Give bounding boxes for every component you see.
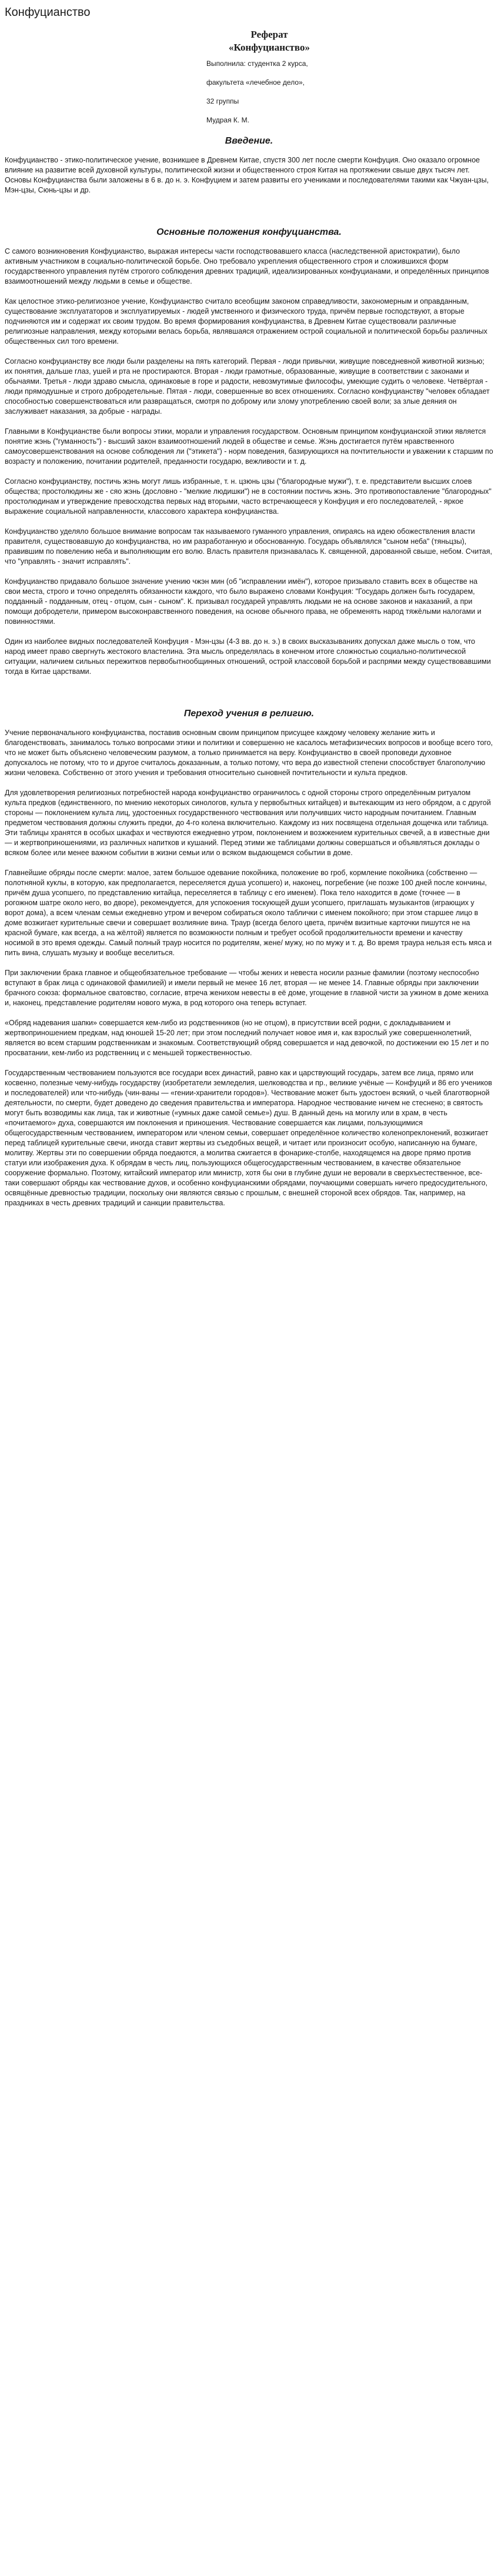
paragraph: Согласно конфуцианству все люди были разделены на пять категорий. Первая - люди привычки, живущие повседневной животной жизнью; их понятия, дальше глаз, ушей и рта не простираются. Вторая - люди грамотные, образованные, живущие в соответствии с законами и обычаями. Третья - люди здраво смысла, одинаковые в горе и радости, невозмутимые философы, умеющие судить о человеке. Четвёртая - люди прямодушные и строго добродетельные. Пятая - люди, совершенные во всех отношениях. Согласно конфуцианству "человек обладает способностью совершенствоваться или развращаться, смотря по доброму или злому употреблению своей воли; за злые деяния он заслуживает наказания, за добрые - награды. [5,357,490,416]
paragraph: Главнейшие обряды после смерти: малое, затем большое одевание покойника, положение во гроб, кормление покойника (собственно — полотняной куклы, в которую, как предполагается, переселяется душа усопшего) и, наконец, погребение (не позже 100 дней после кончины, причём душа усопшего, по представлению китайца, переселяется в таблицу с его именем). Пока тело находится в доме (точнее — в рогожном шатре около него, во дворе), рекомендуется, для успокоения тоскующей души усопшего, приглашать музыкантов (играющих у ворот дома), а всем членам семьи ежедневно утром и вечером собираться около таблички с именем покойного; при этом старшее лицо в доме возжигает курительные свечи и совершает возлияние вина. Траур (всегда белого цвета, причём визитные карточки пишутся не на красной бумаге, как всегда, а на жёлтой) является по возможности полным и требует особой продолжительности времени и качеству носимой в это время одежды. Самый полный траур носится по родителям, жене/ мужу, но по мужу и т. д. Во время траура нельзя есть мяса и пить вина, слушать музыку и вообще веселиться. [5,869,492,957]
paragraph: Конфуцианство - этико-политическое учение, возникшее в Древнем Китае, спустя 300 лет после смерти Конфуция. Оно оказало огромное влияние на развитие всей духовной культуры, политической жизни и общественного строя Китая на протяжении свыше двух тысяч лет. Основы Конфуцианства были заложены в 6 в. до н. э. Конфуцием и затем развиты его учениками и последователями такими как Чжуан-цзы, Мэн-цзы, Сюнь-цзы и др. [5,156,489,194]
report-topic: «Конфуцианство» [229,42,310,53]
paragraph: Главными в Конфуцианстве были вопросы этики, морали и управления государством. Основным принципом конфуцианской этики является понятие жэнь ("гуманность") - высший закон взаимоотношений людей в обществе и семье. Жэнь достигается путём нравственного самоусовершенствования на основе соблюдения ли ("этикета") - норм поведения, базирующихся на почтительности и уважении к старшим по возрасту и положению, почитании родителей, преданности государю, вежливости и т. д. [5,427,493,466]
author-line: Мудрая К. М. [206,116,249,124]
paragraph: Как целостное этико-религиозное учение, Конфуцианство считало всеобщим законом справедливости, закономерным и оправданным, существование эксплуататоров и эксплуатируемых - людей умственного и физического труда, причём первые господствуют, а вторые подчиняются им и содержат их своим трудом. Во время формирования конфуцианства, в Древнем Китае существовали различные религиозные направления, между которыми велась борьба, являвшаяся отражением острой социальной и политической борьбы различных общественных сил того времени. [5,297,487,345]
author-line: Выполнила: студентка 2 курса, [206,59,308,68]
paragraph: С самого возникновения Конфуцианство, выражая интересы части господствовавшего класса (наследственной аристократии), было активным участником в социально-политической борьбе. Оно требовало укрепления общественного строя и сложившихся форм государственного управления путём строгого соблюдения древних традиций, идеализированных конфуцианами, и определённых принципов взаимоотношений между людьми в семье и обществе. [5,247,489,285]
author-line: 32 группы [206,97,239,105]
section-heading-introduction: Введение. [225,136,273,146]
paragraph: Согласно конфуцианству, постичь жэнь могут лишь избранные, т. н. цзюнь цзы ("благородные мужи"), т. е. представители высших слоев общества; простолюдины же - сяо жэнь (дословно - "мелкие людишки") не в состоянии постичь жэнь. Это противопоставление "благородных" простолюдинам и утверждение превосходства первых над вторыми, часто встречающееся у Конфуция и его последователей, - яркое выражение социальной направленности, классового характера конфуцианства. [5,477,492,516]
document-body [0,28,498,1208]
author-line: факультета «лечебное дело», [206,78,305,87]
paragraph: При заключении брака главное и общеобязательное требование — чтобы жених и невеста носили разные фамилии (поэтому неспособно вступают в брак лица с одинаковой фамилией) и имели первый не менее 16 лет, вторая — не менее 14. Главные обряды при заключении брачного союза: формальное сватовство, согласие, втреча женихом невесты в её доме, угощение в главной чисти за ужином в доме жениха и, наконец, представление родителям нового мужа, в род которого она теперь вступает. [5,969,489,1007]
paragraph: Для удовлетворения религиозных потребностей народа конфуцианство ограничилось с одной стороны строго определённым ритуалом культа предков (единственного, по мнению некоторых синологов, культа у первобытных китайцев) и вытекающим из него обрядом, а с другой стороны — поклонением культа лиц, удостоенных государственного чествования или получивших чисто народным почитанием. Главным предметом чествования должны служить предки, до 4-го колена включительно. Каждому из них посвящена отдельная дощечка или таблица. Эти таблицы хранятся в особых шкафах и чествуются ежедневно утром, поклонением и возжжением курительных свечей, а в известные дни — и жертвоприношениями, из различных напитков и кушаний. Перед этими же таблицами должны совершаться и объявляться доклады о всяком более или менее важном событии в жизни семьи или о всяком выдающемся событии в доме. [5,789,491,857]
author-info [202,59,337,125]
page-title: Конфуцианство [5,6,91,19]
paragraph: Конфуцианство придавало большое значение учению чжэн мин (об "исправлении имён"), которое призывало ставить всех в обществе на свои места, строго и точно определять обязанности каждого, что было выражено словами Конфуция: "Государь должен быть государем, подданный - подданным, отец - отцом, сын - сыном". К. призывал государей управлять людьми не на основе законов и наказаний, а при помощи добродетели, примером высоконравственного поведения, на основе обычного права, не обременять народ тяжёлыми налогами и повинностями. [5,577,482,626]
paragraph: «Обряд надевания шапки» совершается кем-либо из родственников (но не отцом), в присутствии всей родни, с докладыванием и жертвоприношением предкам, над юношей 15-20 лет; при этом последний получает новое имя и, как взрослый уже совершеннолетний, является во всем старшим родственникам и знакомым. Соответствующий обряд совершается и над девочкой, по достижении ею 15 лет и по просватании, кем-либо из родственниц и с меньшей торжественностью. [5,1019,489,1057]
paragraph: Учение первоначального конфуцианства, поставив основным своим принципом присущее каждому человеку желание жить и благоденствовать, занималось только вопросами этики и политики и совершенно не касалось метафизических вопросов и вообще всего того, что не может быть объяснено человеческим разумом, а только принимается на веру. Конфуцианство в своей проповеди духовное допускалось не потому, что то и другое считалось доказанным, а только потому, что вера до известной степени способствует благополучию жизни человека. Собственно от этого учения и требования относительно сыновней почтительности и культа предков. [5,729,493,777]
paragraph: Государственным чествованием пользуются все государи всех династий, равно как и царствующий государь, затем все лица, прямо или косвенно, полезные чему-нибудь государству (изобретатели земледелия, шелководства и пр., великие учёные — Конфуций и 86 его учеников и последователей) или что-нибудь (чин-ваны — «гении-хранители городов»). Чествование может быть удостоен всякий, о чьей благотворной деятельности, по смерти, будет доведено до сведения правительства и императора. Народное чествование ничем не стеснено; в святость могут быть возводимы как лица, так и животные («умных даже самой семье») душ. В данный день на могилу или в храм, в честь «почитаемого» духа, совершаются им поклонения и приношения. Чествование совершается как лицами, пользующимися общегосударственным чествованием, императором или членом семьи, совершает определённое количество коленопреклонений, возжигает перед таблицей курительные свечи, иногда ставит жертвы из съедобных вещей, и читает или произносит особую, написанную на бумаге, молитву. Жертвы эти по совершении обряда поедаются, а молитва сжигается в фонарике-столбе, находящемся на дворе прямо против статуи или изображения духа. К обрядам в честь лиц, пользующихся общегосударственным чествованием, в качестве обязательное сооружение формально. Поэтому, китайский император или министр, хотя бы они в глубине души не веровали в сверхъестественное, все-таки совершают обряды как чествование духов, и особенно конфуцианскими обрядами, поучающими совершать ничего предосудительного, освящённые древностью традиции, поскольку они являются связью с прошлым, с внешней стороной всех обрядов. Так, например, на праздниках в честь древних традиций и санкции правительства. [5,1069,492,1207]
paragraph: Конфуцианство уделяло большое внимание вопросам так называемого гуманного управления, опираясь на идею обожествления власти правителя, существовавшую до конфуцианства, но им разработанную и обоснованную. Государь объявлялся "сыном неба" (тяньцзы), правившим по повелению неба и выполняющим его волю. Власть правителя признавалась К. священной, дарованной свыше, небом. Считая, что "управлять - значит исправлять". [5,527,492,566]
section-heading-transition-to-religion: Переход учения в религию. [183,709,315,719]
title-block [202,28,337,125]
report-label: Реферат [250,29,288,40]
paragraph: Один из наиболее видных последователей Конфуция - Мэн-цзы (4-3 вв. до н. э.) в своих высказываниях допускал даже мысль о том, что народ имеет право свергнуть жестокого властелина. Эта мысль определялась в конечном итоге сложностью социально-политической ситуации, наличием сильных пережитков первобытнообщинных отношений, острой классовой борьбой и распрями между существовавшими тогда в Китае царствами. [5,637,491,676]
section-heading-main-principles: Основные положения конфуцианства. [156,227,342,237]
